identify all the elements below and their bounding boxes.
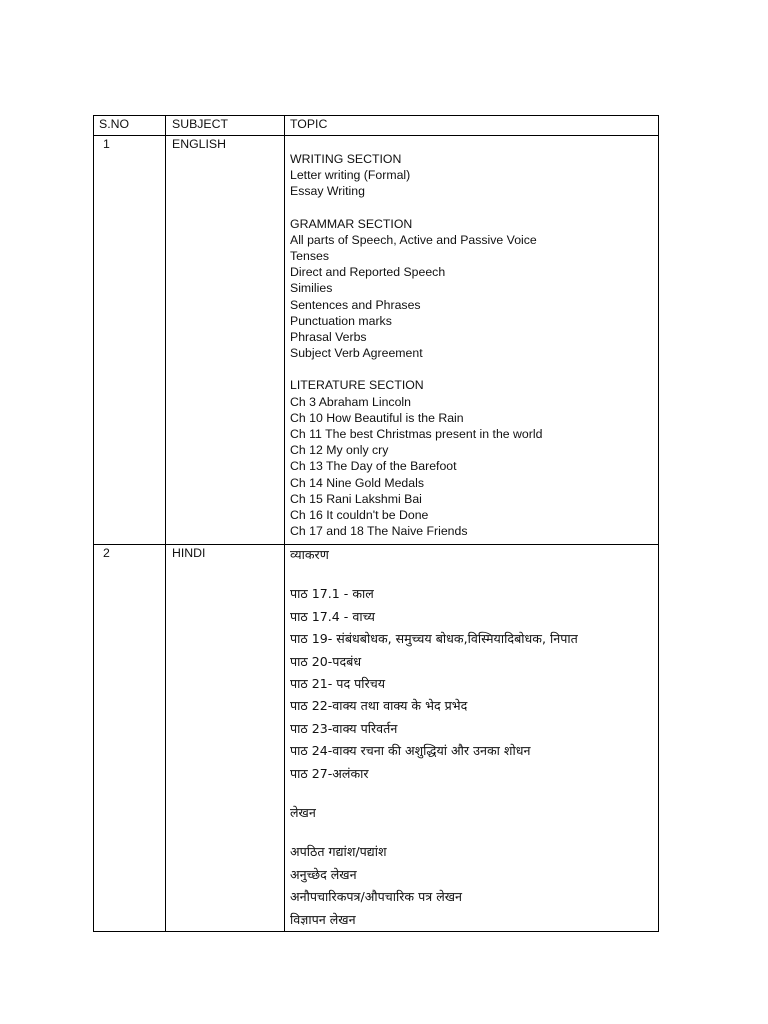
topic-item: Ch 13 The Day of the Barefoot bbox=[290, 459, 457, 474]
topic-item: पाठ 24-वाक्य रचना की अशुद्धियां और उनका शोधन bbox=[290, 743, 531, 759]
topic-item: Essay Writing bbox=[290, 184, 365, 199]
grammar-section-heading: GRAMMAR SECTION bbox=[290, 216, 413, 231]
spacer bbox=[290, 785, 578, 802]
hindi-grammar-heading: व्याकरण bbox=[290, 547, 329, 562]
topic-item: Ch 3 Abraham Lincoln bbox=[290, 394, 411, 409]
spacer bbox=[290, 566, 578, 583]
topic-item: Phrasal Verbs bbox=[290, 330, 367, 345]
header-subject: SUBJECT bbox=[172, 117, 229, 131]
topic-item: Punctuation marks bbox=[290, 313, 392, 328]
topic-item: अपठित गद्यांश/पद्यांश bbox=[290, 844, 387, 860]
topic-item: Sentences and Phrases bbox=[290, 297, 421, 312]
row-2-subject: HINDI bbox=[172, 546, 206, 560]
spacer bbox=[290, 824, 578, 841]
topic-item: विज्ञापन लेखन bbox=[290, 911, 356, 927]
column-divider-1 bbox=[165, 115, 166, 932]
hindi-writing-heading: लेखन bbox=[290, 805, 316, 821]
table-border-right bbox=[658, 115, 659, 932]
topic-item: Tenses bbox=[290, 249, 329, 264]
topic-item: पाठ 19- संबंधबोधक, समुच्चय बोधक,विस्मियादिबोधक, निपात bbox=[290, 631, 578, 647]
topic-item: All parts of Speech, Active and Passive Voice bbox=[290, 232, 537, 247]
topic-item: पाठ 27-अलंकार bbox=[290, 765, 369, 781]
topic-item: पाठ 17.4 - वाच्य bbox=[290, 608, 375, 624]
row-2-sno: 2 bbox=[103, 546, 110, 560]
topic-item: Ch 15 Rani Lakshmi Bai bbox=[290, 491, 422, 506]
row-1-subject: ENGLISH bbox=[172, 137, 226, 151]
header-topic: TOPIC bbox=[290, 117, 328, 131]
topic-item: अनौपचारिकपत्र/औपचारिक पत्र लेखन bbox=[290, 889, 463, 905]
spacer bbox=[290, 361, 542, 377]
literature-section-heading: LITERATURE SECTION bbox=[290, 378, 424, 393]
topic-item: पाठ 20-पदबंध bbox=[290, 653, 362, 669]
topic-item: Subject Verb Agreement bbox=[290, 346, 423, 361]
table-border-left bbox=[93, 115, 94, 932]
header-sno: S.NO bbox=[99, 117, 130, 131]
topic-item: Letter writing (Formal) bbox=[290, 168, 411, 183]
row-2-topics bbox=[290, 544, 578, 931]
spacer bbox=[290, 200, 542, 216]
topic-item: पाठ 23-वाक्य परिवर्तन bbox=[290, 720, 398, 736]
topic-item: Ch 17 and 18 The Naive Friends bbox=[290, 524, 468, 539]
topic-item: Ch 12 My only cry bbox=[290, 443, 389, 458]
row-1-sno: 1 bbox=[103, 137, 110, 151]
topic-item: Ch 10 How Beautiful is the Rain bbox=[290, 410, 464, 425]
topic-item: पाठ 22-वाक्य तथा वाक्य के भेद प्रभेद bbox=[290, 698, 468, 714]
topic-item: Direct and Reported Speech bbox=[290, 265, 446, 280]
topic-item: Ch 14 Nine Gold Medals bbox=[290, 475, 424, 490]
topic-item: अनुच्छेद लेखन bbox=[290, 866, 357, 882]
topic-item: पाठ 17.1 - काल bbox=[290, 586, 374, 602]
table-border-bottom bbox=[93, 931, 659, 932]
writing-section-heading: WRITING SECTION bbox=[290, 152, 402, 166]
row-1-topics bbox=[290, 151, 542, 539]
topic-item: Ch 11 The best Christmas present in the world bbox=[290, 427, 543, 442]
syllabus-table bbox=[93, 115, 659, 932]
topic-item: पाठ 21- पद परिचय bbox=[290, 676, 386, 692]
topic-item: Ch 16 It couldn't be Done bbox=[290, 508, 429, 523]
column-divider-2 bbox=[284, 115, 285, 932]
topic-item: Similies bbox=[290, 281, 333, 296]
